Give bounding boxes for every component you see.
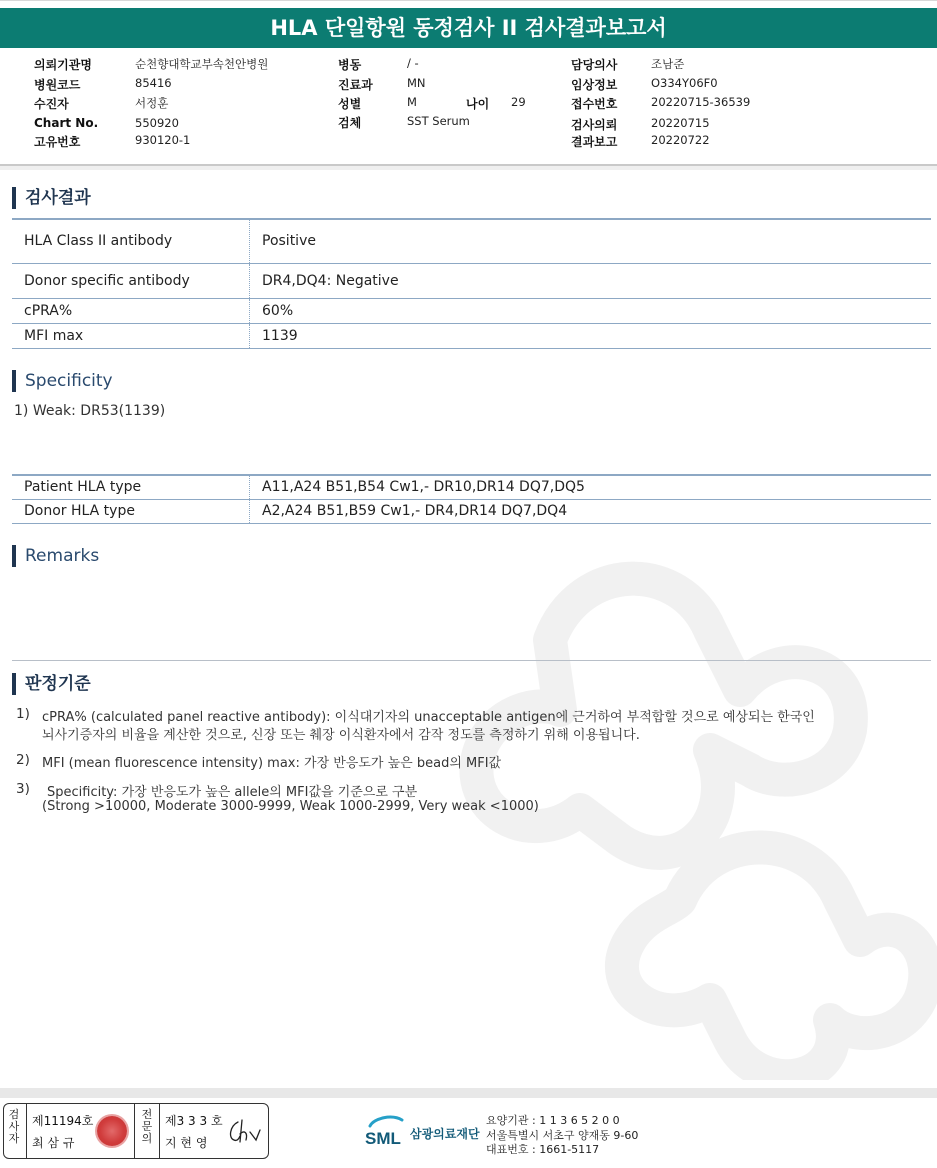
hla-value: A2,A24 B51,B59 Cw1,- DR4,DR14 DQ7,DQ4 (250, 499, 932, 523)
report-title: HLA 단일항원 동정검사 II 검사결과보고서 (0, 8, 937, 48)
hla-type-table (12, 476, 931, 524)
tester-name: 최 삼 규 (32, 1136, 75, 1150)
result-value: 1139 (250, 323, 932, 348)
signature-mark (226, 1118, 262, 1146)
report-header (0, 52, 937, 164)
result-key: Donor specific antibody (12, 263, 250, 298)
result-value: 60% (250, 298, 932, 323)
tester-label: 검사자 (8, 1108, 20, 1145)
criteria-heading: 판정기준 (12, 673, 91, 695)
ward-value: / - (407, 56, 419, 70)
patient-value: 서정훈 (135, 96, 169, 110)
criteria-text: Specificity: 가장 반응도가 높은 allele의 MFI값을 기준으로 구분 (47, 785, 418, 800)
unique-no-value: 930120-1 (135, 133, 191, 147)
footer-band (0, 1088, 937, 1098)
sign-divider (134, 1104, 135, 1158)
specimen-value: SST Serum (407, 114, 470, 128)
header-shadow (0, 166, 937, 170)
criteria-text: MFI (mean fluorescence intensity) max: 가장 반응도가 높은 bead의 MFI값 (42, 756, 502, 771)
sml-logo-text: SML (365, 1129, 401, 1148)
hla-value: A11,A24 B51,B54 Cw1,- DR10,DR14 DQ7,DQ5 (250, 476, 932, 499)
sex-label: 성별 (338, 97, 362, 111)
result-value: DR4,DQ4: Negative (250, 263, 932, 298)
specialist-label: 전문의 (141, 1108, 153, 1145)
unique-no-label: 고유번호 (34, 135, 81, 149)
patient-label: 수진자 (34, 97, 69, 111)
age-value: 29 (511, 95, 526, 109)
table-row (12, 220, 931, 263)
criteria-text: (Strong >10000, Moderate 3000-9999, Weak 1000-2999, Very weak <1000) (42, 799, 539, 814)
specimen-label: 검체 (338, 116, 362, 130)
specialist-license: 제3 3 3 호 (165, 1114, 223, 1128)
table-row (12, 298, 931, 323)
result-key: HLA Class II antibody (12, 220, 250, 263)
remarks-body (12, 580, 931, 656)
chart-no-value: 550920 (135, 116, 179, 130)
org-name: 삼광의료재단 (410, 1127, 480, 1141)
sign-divider (159, 1104, 160, 1158)
sex-value: M (407, 95, 417, 109)
org-address: 서울특별시 서초구 양재동 9-60 (486, 1129, 639, 1142)
result-key: MFI max (12, 323, 250, 348)
hla-key: Patient HLA type (12, 476, 250, 499)
result-key: cPRA% (12, 298, 250, 323)
criteria-text: 뇌사기증자의 비율을 계산한 것으로, 신장 또는 췌장 이식환자에서 감작 정도를 측정하기 위해 이용됩니다. (42, 728, 640, 743)
sml-logo (364, 1114, 410, 1148)
hla-key: Donor HLA type (12, 499, 250, 523)
results-heading: 검사결과 (12, 187, 91, 209)
criteria-num: 3) (16, 781, 30, 797)
table-row (12, 499, 931, 523)
table-row (12, 263, 931, 298)
doctor-label: 담당의사 (571, 58, 618, 72)
institution-value: 순천향대학교부속천안병원 (135, 57, 269, 71)
table-row (12, 323, 931, 348)
accession-value: 20220715-36539 (651, 95, 751, 109)
institution-label: 의뢰기관명 (34, 58, 92, 72)
table-row (12, 476, 931, 499)
care-institution-code: 요양기관 : 1 1 3 6 5 2 0 0 (486, 1114, 620, 1127)
org-phone: 대표번호 : 1661-5117 (486, 1143, 600, 1156)
chart-no-label: Chart No. (34, 116, 99, 130)
top-border (0, 0, 937, 1)
criteria-num: 1) (16, 706, 30, 722)
criteria-top-rule (12, 660, 931, 661)
age-label: 나이 (466, 97, 490, 111)
criteria-num: 2) (16, 752, 30, 768)
specialist-name: 지 현 영 (165, 1136, 208, 1150)
clinical-info-value: O334Y06F0 (651, 76, 718, 90)
official-seal (97, 1116, 127, 1146)
report-label: 결과보고 (571, 135, 618, 149)
clinical-info-label: 임상정보 (571, 78, 618, 92)
report-date-value: 20220722 (651, 133, 710, 147)
dept-value: MN (407, 76, 426, 90)
remarks-heading: Remarks (12, 545, 99, 567)
specificity-text: 1) Weak: DR53(1139) (14, 403, 166, 419)
results-table (12, 220, 931, 349)
result-value: Positive (250, 220, 932, 263)
specificity-heading: Specificity (12, 370, 113, 392)
sign-divider (26, 1104, 27, 1158)
request-date-value: 20220715 (651, 116, 710, 130)
hospital-code-label: 병원코드 (34, 78, 81, 92)
criteria-text: cPRA% (calculated panel reactive antibody): 이식대기자의 unacceptable antigen에 근거하여 부적합할 것으로 예상되는 한국인 (42, 710, 815, 725)
request-label: 검사의뢰 (571, 118, 618, 132)
dept-label: 진료과 (338, 78, 373, 92)
signature-box (3, 1103, 269, 1159)
ward-label: 병동 (338, 58, 362, 72)
doctor-value: 조남준 (651, 57, 685, 71)
hospital-code-value: 85416 (135, 76, 172, 90)
accession-label: 접수번호 (571, 97, 618, 111)
tester-license: 제11194호 (32, 1114, 94, 1128)
